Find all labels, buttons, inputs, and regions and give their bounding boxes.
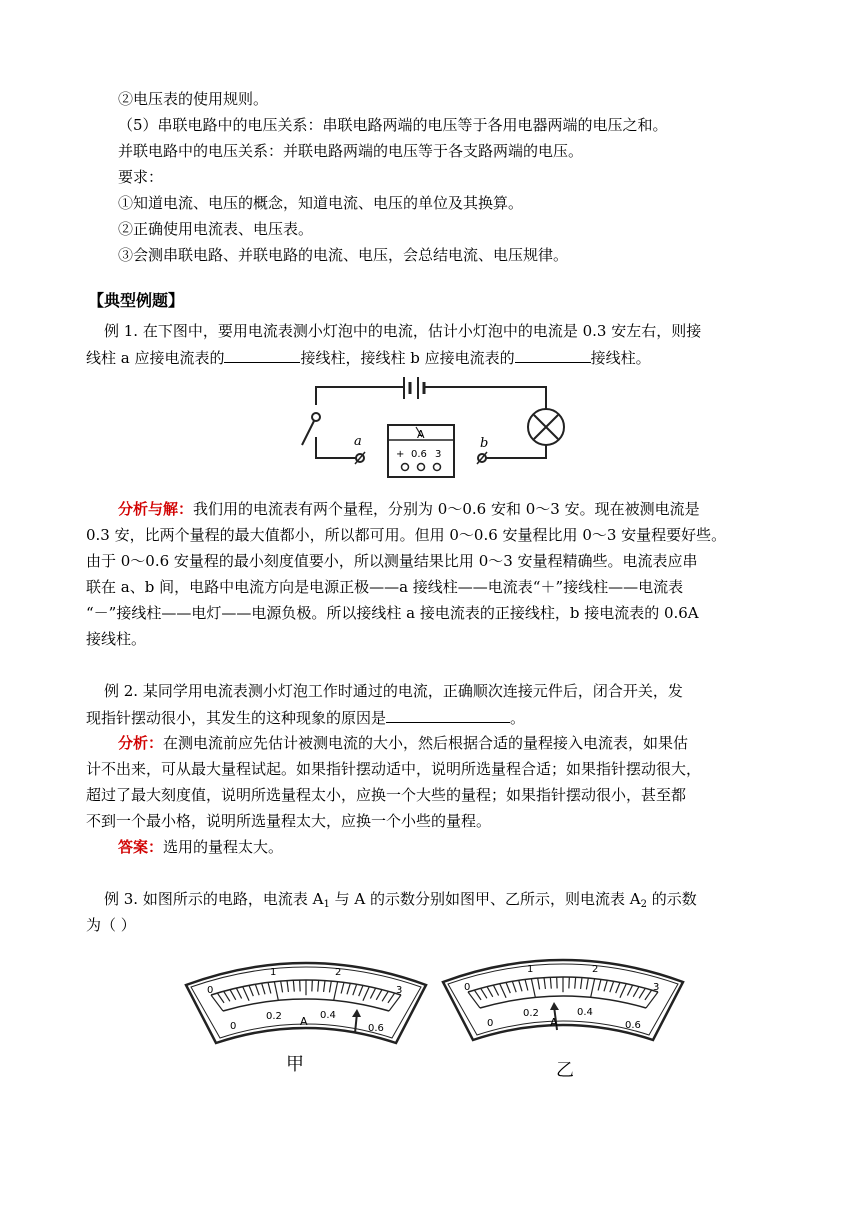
jia-bottom-2: 0.4 — [320, 1010, 336, 1021]
scale-tick — [236, 988, 241, 998]
ex1-analysis-line-3: 由于 0～0.6 安量程的最小刻度值要小，所以测量结果比用 0～3 安量程精确些。电流表应串 — [86, 552, 698, 570]
scale-tick — [334, 982, 338, 1001]
scale-tick — [249, 985, 253, 996]
ex2-analysis-line-4: 不到一个最小格，说明所选量程太大，应换一个小些的量程。 — [86, 812, 492, 830]
ex3-q-part3: 的示数 — [646, 890, 697, 908]
ex1-q-part2: 接线柱，接线柱 b 应接电流表的 — [300, 349, 515, 367]
yi-unit: A — [550, 1016, 558, 1029]
ex2-analysis-line-3: 超过了最大刻度值，说明所选量程太小，应换一个大些的量程；如果指针摆动很小，甚至都 — [86, 786, 687, 804]
scale-tick — [347, 983, 350, 994]
scale-tick — [575, 977, 576, 988]
scale-tick — [255, 984, 259, 995]
yi-top-1: 1 — [527, 964, 534, 975]
scale-tick — [341, 982, 344, 993]
scale-tick — [389, 995, 401, 1011]
scale-tick — [519, 980, 522, 991]
ex2-question-line-2 — [86, 706, 525, 729]
ex2-q-part1: 现指针摆动很小，其发生的这种现象的原因是 — [86, 709, 387, 727]
yi-bottom-3: 0.6 — [625, 1020, 641, 1031]
rule-line-7: ③会测串联电路、并联电路的电流、电压，会总结电流、电压规律。 — [118, 246, 569, 264]
rule-line-6: ②正确使用电流表、电压表。 — [118, 220, 314, 238]
meter-06-label: 0.6 — [411, 449, 427, 460]
scale-tick — [538, 978, 540, 989]
scale-tick — [487, 987, 493, 997]
scale-tick — [610, 981, 614, 992]
scale-tick — [281, 981, 283, 992]
ex1-analysis-line-6: 接线柱。 — [86, 630, 147, 648]
scale-tick — [633, 987, 639, 997]
scale-tick — [324, 981, 325, 992]
ex2-answer-label: 答案： — [118, 838, 164, 856]
scale-tick — [293, 980, 294, 991]
scale-tick — [468, 992, 480, 1008]
scale-tick — [287, 981, 288, 992]
scale-tick — [646, 992, 658, 1008]
jia-bottom-3: 0.6 — [368, 1023, 384, 1034]
meter-yi-caption: 乙 — [556, 1060, 574, 1081]
ex2-analysis-line-2: 计不出来，可从最大量程试起。如果指针摆动适中，说明所选量程合适；如果指针摆动很大， — [86, 760, 702, 778]
scale-tick — [363, 987, 369, 1001]
ex3-q-part2: 与 A 的示数分别如图甲、乙所示，则电流表 A — [329, 890, 641, 908]
scale-tick — [620, 984, 626, 998]
scale-tick — [353, 984, 357, 995]
scale-tick — [506, 982, 510, 993]
meter-plus-label: + — [396, 449, 405, 460]
scale-tick — [512, 981, 516, 992]
scale-tick — [500, 984, 506, 998]
ex1-question-line-2 — [86, 346, 651, 369]
scale-tick — [550, 977, 551, 988]
rule-line-2: （5）串联电路中的电压关系：串联电路两端的电压等于各用电器两端的电压之和。 — [118, 116, 668, 134]
ex2-analysis-line-1 — [118, 732, 688, 754]
ex2-analysis-text-1: 在测电流前应先估计被测电流的大小，然后根据合适的量程接入电流表，如果估 — [163, 734, 689, 752]
meter-A-label: A — [417, 428, 425, 441]
scale-tick — [318, 980, 319, 991]
rule-line-4: 要求： — [118, 168, 164, 186]
yi-top-3: 3 — [653, 982, 660, 993]
ex2-blank[interactable] — [386, 706, 510, 723]
ex1-q-part3: 接线柱。 — [590, 349, 651, 367]
meter-jia — [183, 945, 429, 1055]
jia-top-0: 0 — [207, 985, 214, 996]
scale-tick — [370, 988, 375, 998]
scale-tick — [268, 982, 271, 993]
scale-tick — [493, 985, 498, 995]
ex1-analysis-label: 分析与解： — [118, 500, 194, 518]
scale-tick — [544, 978, 545, 989]
jia-top-2: 2 — [335, 967, 342, 978]
ex1-analysis-line-1 — [118, 498, 700, 520]
jia-bottom-1: 0.2 — [266, 1011, 282, 1022]
yi-top-0: 0 — [464, 982, 471, 993]
jia-bottom-0: 0 — [230, 1021, 237, 1032]
rule-line-5: ①知道电流、电压的概念，知道电流、电压的单位及其换算。 — [118, 194, 524, 212]
ex3-question-line-2: 为（ ） — [86, 916, 136, 934]
circuit-diagram — [296, 375, 566, 485]
ex2-answer-line — [118, 836, 283, 858]
scale-tick — [598, 979, 601, 990]
scale-tick — [262, 983, 265, 994]
scale-tick — [531, 979, 535, 998]
ex2-analysis-label: 分析： — [118, 734, 164, 752]
scale-tick — [586, 978, 588, 989]
meter-jia-caption: 甲 — [286, 1054, 304, 1075]
yi-bottom-2: 0.4 — [577, 1007, 593, 1018]
scale-tick — [639, 988, 645, 998]
scale-tick — [329, 981, 331, 992]
ex3-question-line-1 — [104, 888, 697, 916]
ex1-analysis-line-5: “－”接线柱——电灯——电源负极。所以接线柱 a 接电流表的正接线柱，b 接电流表的 0.6A — [86, 604, 699, 622]
scale-tick — [388, 993, 395, 1003]
ex2-question-line-1: 例 2. 某同学用电流表测小灯泡工作时通过的电流，正确顺次连接元件后，闭合开关，发 — [104, 682, 683, 700]
ex3-sub-1: 1 — [323, 899, 330, 910]
scale-tick — [359, 985, 363, 996]
ex1-question-line-1: 例 1. 在下图中，要用电流表测小灯泡中的电流，估计小灯泡中的电流是 0.3 安左右，则接 — [104, 322, 702, 340]
section-heading: 【典型例题】 — [88, 291, 185, 310]
jia-top-1: 1 — [270, 967, 277, 978]
ex1-analysis-line-4: 联在 a、b 间，电路中电流方向是电源正极——a 接线柱——电流表“＋”接线柱——电流表 — [86, 578, 684, 596]
scale-tick — [376, 990, 382, 1000]
scale-tick — [382, 991, 388, 1001]
yi-top-2: 2 — [592, 964, 599, 975]
scale-tick — [243, 987, 249, 1001]
ex1-blank-2[interactable] — [515, 346, 591, 363]
scale-tick — [274, 982, 278, 1001]
terminal-b-label: b — [480, 436, 489, 451]
ex3-q-part1: 例 3. 如图所示的电路，电流表 A — [104, 890, 324, 908]
jia-top-3: 3 — [396, 985, 403, 996]
scale-tick — [474, 990, 481, 1000]
terminal-a-label: a — [354, 434, 362, 449]
scale-tick — [481, 988, 487, 998]
rule-line-3: 并联电路中的电压关系：并联电路两端的电压等于各支路两端的电压。 — [118, 142, 584, 160]
ex2-answer-text: 选用的量程太大。 — [163, 838, 284, 856]
meter-3-label: 3 — [435, 449, 442, 460]
scale-tick — [581, 978, 582, 989]
yi-bottom-0: 0 — [487, 1018, 494, 1029]
ex2-q-part2: 。 — [510, 709, 526, 727]
scale-tick — [211, 995, 223, 1011]
scale-tick — [627, 985, 632, 995]
jia-unit: A — [300, 1015, 308, 1028]
ex3-sub-2: 2 — [640, 899, 647, 910]
ex1-blank-1[interactable] — [224, 346, 300, 363]
ex1-q-part1: 线柱 a 应接电流表的 — [86, 349, 225, 367]
scale-tick — [645, 990, 652, 1000]
scale-tick — [616, 982, 620, 993]
yi-bottom-1: 0.2 — [523, 1008, 539, 1019]
scale-tick — [217, 993, 224, 1003]
scale-tick — [604, 980, 607, 991]
ex1-analysis-text-1: 我们用的电流表有两个量程，分别为 0～0.6 安和 0～3 安。现在被测电流是 — [193, 500, 700, 518]
rule-line-1: ②电压表的使用规则。 — [118, 90, 269, 108]
ex1-analysis-line-2: 0.3 安，比两个量程的最大值都小，所以都可用。但用 0～0.6 安量程比用 0～3 安量程要好些。 — [86, 526, 727, 544]
scale-tick — [224, 991, 230, 1001]
scale-tick — [230, 990, 236, 1000]
meter-yi — [440, 942, 686, 1052]
scale-tick — [525, 979, 528, 990]
scale-tick — [591, 979, 595, 998]
